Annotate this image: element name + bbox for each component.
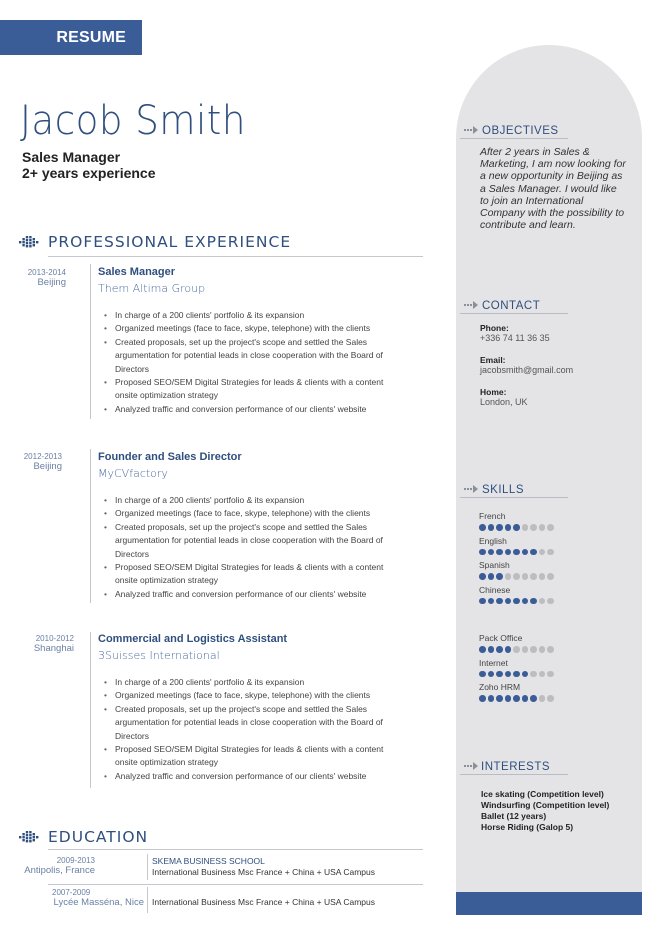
rating-dot-empty: [539, 671, 546, 678]
rating-dot-empty: [539, 695, 546, 702]
rating-dot-empty: [547, 646, 554, 653]
arrow-icon: [464, 762, 478, 771]
rating-dot-empty: [547, 549, 554, 556]
education-heading: EDUCATION: [48, 828, 149, 846]
rating-dot-filled: [513, 695, 520, 702]
rating-dot-filled: [513, 598, 520, 605]
rating-dot-empty: [522, 524, 529, 531]
rating-dot-filled: [505, 695, 512, 702]
arrow-icon: [464, 301, 478, 310]
skill-item: [479, 511, 554, 531]
job-entry: [20, 268, 66, 288]
list-item: • Organized meetings (face to face, skype, telephone) with the clients: [100, 322, 400, 335]
job-company: 3Suisses International: [98, 649, 220, 662]
list-item: • Proposed SEO/SEM Digital Strategies for leads & clients with a content onsite optimization strategy: [100, 743, 400, 770]
job-bullets: [100, 676, 400, 783]
rating-dot-empty: [539, 573, 546, 580]
list-item: • Created proposals, set up the project's scope and settled the Sales argumentation for potential leads in close cooperation with the Board of Directors: [100, 703, 400, 743]
rating-dot-filled: [505, 549, 512, 556]
skill-item: [479, 633, 554, 653]
job-company: Them Altima Group: [98, 282, 206, 295]
skill-name: Internet: [479, 657, 508, 668]
list-item: • Organized meetings (face to face, skype, telephone) with the clients: [100, 507, 400, 520]
skill-group-languages: [479, 511, 554, 609]
skill-name: English: [479, 535, 507, 546]
skills-heading: SKILLS: [482, 484, 524, 496]
job-title: Sales Manager: [98, 266, 176, 278]
rating-dot-filled: [522, 598, 529, 605]
rating-dot-filled: [479, 671, 486, 678]
email-label: Email:: [480, 355, 506, 365]
objectives-divider: [460, 138, 568, 139]
list-item: • Proposed SEO/SEM Digital Strategies for leads & clients with a content onsite optimization strategy: [100, 376, 400, 403]
rating-dot-empty: [513, 573, 520, 580]
education-degree: International Business Msc France + China + USA Campus: [152, 867, 375, 877]
rating-dot-filled: [479, 549, 486, 556]
rating-dot-empty: [547, 695, 554, 702]
skill-item: [479, 658, 554, 678]
rating-dot-filled: [479, 524, 486, 531]
rating-dot-empty: [539, 598, 546, 605]
rating-dot-filled: [496, 695, 503, 702]
skill-rating: [479, 598, 554, 605]
job-entry: [16, 452, 62, 472]
rating-dot-filled: [488, 671, 495, 678]
skills-divider: [460, 497, 568, 498]
rating-dot-filled: [488, 573, 495, 580]
skill-name: Chinese: [479, 584, 511, 595]
rating-dot-empty: [539, 524, 546, 531]
job-city: Beijing: [37, 277, 66, 288]
contact-divider: [460, 313, 568, 314]
rating-dot-filled: [513, 671, 520, 678]
rating-dot-empty: [530, 573, 537, 580]
rating-dot-empty: [530, 646, 537, 653]
rating-dot-filled: [505, 524, 512, 531]
education-place: Lycée Masséna, Nice: [53, 897, 144, 908]
education-entry: [3, 856, 95, 876]
rating-dot-empty: [530, 671, 537, 678]
skill-rating: [479, 573, 554, 580]
skill-rating: [479, 549, 554, 556]
list-item: • Analyzed traffic and conversion performance of our clients' website: [100, 403, 400, 416]
interests-divider: [460, 774, 568, 775]
rating-dot-filled: [530, 549, 537, 556]
skill-name: Zoho HRM: [479, 682, 521, 692]
job-bullets: [100, 309, 400, 416]
job-title: Founder and Sales Director: [98, 451, 242, 463]
job-bullets: [100, 494, 400, 601]
skill-group-software: [479, 633, 554, 707]
dot-grid-icon: [19, 831, 39, 845]
rating-dot-filled: [496, 524, 503, 531]
interest-item: Windsurfing (Competition level): [481, 800, 610, 810]
dot-grid-icon: [19, 236, 39, 250]
skill-item: [479, 536, 554, 556]
education-school: SKEMA BUSINESS SCHOOL: [152, 856, 265, 866]
interests-heading: INTERESTS: [481, 761, 551, 773]
interest-item: Ice skating (Competition level): [481, 789, 604, 799]
experience-divider: [48, 256, 423, 257]
experience-heading: PROFESSIONAL EXPERIENCE: [48, 233, 292, 251]
list-item: • Analyzed traffic and conversion performance of our clients' website: [100, 588, 400, 601]
rating-dot-filled: [496, 573, 503, 580]
rating-dot-filled: [513, 524, 520, 531]
rating-dot-filled: [479, 646, 486, 653]
rating-dot-filled: [505, 671, 512, 678]
rating-dot-filled: [479, 695, 486, 702]
skill-rating: [479, 671, 554, 678]
sidebar-footer-bar: [456, 892, 642, 915]
arrow-icon: [464, 126, 478, 135]
rating-dot-filled: [488, 524, 495, 531]
interest-item: Ballet (12 years): [481, 811, 547, 821]
job-city: Beijing: [33, 461, 62, 472]
skill-item: [479, 560, 554, 580]
list-item: • In charge of a 200 clients' portfolio & its expansion: [100, 494, 400, 507]
phone-label: Phone:: [480, 323, 509, 333]
rating-dot-filled: [530, 695, 537, 702]
rating-dot-empty: [547, 671, 554, 678]
candidate-name: Jacob Smith: [20, 98, 246, 144]
education-entry: [52, 888, 144, 908]
job-title: Commercial and Logistics Assistant: [98, 633, 288, 645]
subtitle-experience: 2+ years experience: [22, 165, 156, 181]
skill-rating: [479, 646, 554, 653]
education-timeline: [147, 887, 148, 913]
list-item: • In charge of a 200 clients' portfolio & its expansion: [100, 309, 400, 322]
rating-dot-filled: [496, 549, 503, 556]
list-item: • Created proposals, set up the project's scope and settled the Sales argumentation for potential leads in close cooperation with the Board of Directors: [100, 336, 400, 376]
job-years: 2013-2014: [27, 268, 66, 277]
education-years: 2009-2013: [56, 856, 95, 865]
rating-dot-empty: [505, 573, 512, 580]
skill-item: [479, 585, 554, 605]
list-item: • Created proposals, set up the project's scope and settled the Sales argumentation for potential leads in close cooperation with the Board of Directors: [100, 521, 400, 561]
job-timeline: [90, 449, 91, 603]
rating-dot-empty: [522, 646, 529, 653]
rating-dot-filled: [488, 646, 495, 653]
rating-dot-filled: [505, 598, 512, 605]
rating-dot-empty: [547, 524, 554, 531]
home-value: London, UK: [480, 397, 528, 407]
rating-dot-filled: [488, 549, 495, 556]
education-timeline: [147, 854, 148, 880]
rating-dot-empty: [513, 646, 520, 653]
resume-tag: RESUME: [0, 20, 142, 55]
rating-dot-filled: [522, 549, 529, 556]
rating-dot-filled: [522, 695, 529, 702]
rating-dot-filled: [513, 549, 520, 556]
job-timeline: [90, 632, 91, 788]
list-item: • Proposed SEO/SEM Digital Strategies for leads & clients with a content onsite optimization strategy: [100, 561, 400, 588]
rating-dot-filled: [488, 598, 495, 605]
education-place: Antipolis, France: [24, 865, 95, 876]
list-item: • Analyzed traffic and conversion performance of our clients' website: [100, 770, 400, 783]
rating-dot-empty: [522, 573, 529, 580]
objectives-text: After 2 years in Sales & Marketing, I am now looking for a new opportunity in Beijing as a Sales Manager. I would like to join an International Company with the possibility to contribute and learn.: [480, 146, 626, 232]
rating-dot-empty: [539, 549, 546, 556]
education-row-divider: [48, 884, 423, 885]
job-timeline: [90, 264, 91, 419]
objectives-heading: OBJECTIVES: [482, 125, 559, 137]
rating-dot-filled: [479, 573, 486, 580]
job-company: MyCVfactory: [98, 467, 168, 480]
rating-dot-filled: [505, 646, 512, 653]
job-years: 2010-2012: [35, 634, 74, 643]
education-divider: [48, 849, 423, 850]
job-city: Shanghai: [33, 643, 74, 654]
job-years: 2012-2013: [23, 452, 62, 461]
rating-dot-empty: [547, 598, 554, 605]
skill-name: Pack Office: [479, 633, 523, 643]
rating-dot-filled: [496, 646, 503, 653]
rating-dot-empty: [530, 524, 537, 531]
skill-rating: [479, 695, 554, 702]
arrow-icon: [464, 485, 478, 494]
interest-item: Horse Riding (Galop 5): [481, 822, 574, 832]
rating-dot-filled: [530, 598, 537, 605]
rating-dot-filled: [488, 695, 495, 702]
rating-dot-empty: [539, 646, 546, 653]
list-item: • Organized meetings (face to face, skype, telephone) with the clients: [100, 689, 400, 702]
subtitle-role: Sales Manager: [22, 149, 121, 165]
rating-dot-filled: [496, 671, 503, 678]
skill-item: [479, 682, 554, 702]
skill-rating: [479, 524, 554, 531]
list-item: • In charge of a 200 clients' portfolio & its expansion: [100, 676, 400, 689]
rating-dot-filled: [522, 671, 529, 678]
rating-dot-filled: [496, 598, 503, 605]
rating-dot-filled: [479, 598, 486, 605]
home-label: Home:: [480, 387, 507, 397]
phone-value: +336 74 11 36 35: [480, 333, 550, 343]
interests-list: [481, 789, 609, 833]
education-years: 2007-2009: [52, 888, 91, 897]
skill-name: Spanish: [479, 560, 510, 570]
skill-name: French: [479, 511, 506, 521]
education-degree: International Business Msc France + China + USA Campus: [152, 897, 375, 907]
contact-heading: CONTACT: [482, 300, 541, 312]
job-entry: [28, 634, 74, 654]
rating-dot-empty: [547, 573, 554, 580]
email-value: jacobsmith@gmail.com: [480, 365, 574, 375]
